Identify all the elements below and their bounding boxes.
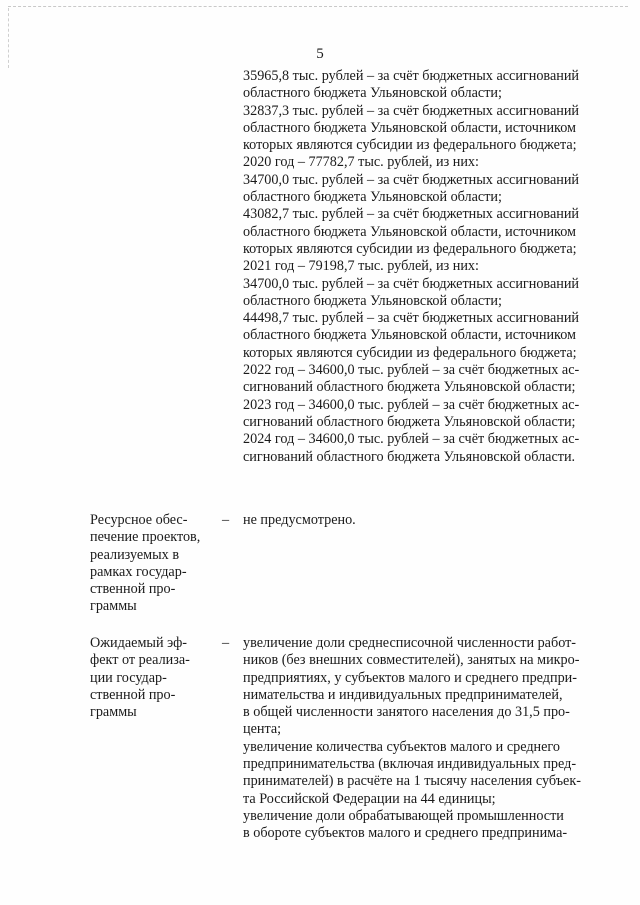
page-number: 5 xyxy=(316,46,324,62)
text-line: областного бюджета Ульяновской области; xyxy=(243,189,502,206)
label-line: реализуемых в xyxy=(90,546,180,563)
label-line: ственной про- xyxy=(90,581,176,598)
effect-section-label xyxy=(90,635,220,721)
text-line: 43082,7 тыс. рублей – за счёт бюджетных ассигнований xyxy=(243,206,580,223)
text-line: 2023 год – 34600,0 тыс. рублей – за счёт бюджетных ас- xyxy=(243,396,580,413)
value-line: в общей численности занятого населения до 31,5 про- xyxy=(243,704,570,721)
label-line: ственной про- xyxy=(90,686,176,703)
resource-section-value xyxy=(243,512,610,529)
text-line: которых являются субсидии из федерального бюджета; xyxy=(243,137,577,154)
effect-section-value xyxy=(243,635,610,843)
text-line: 35965,8 тыс. рублей – за счёт бюджетных ассигнований xyxy=(243,68,580,84)
text-line: 2020 год – 77782,7 тыс. рублей, из них: xyxy=(243,154,479,171)
effect-section-dash: – xyxy=(222,635,230,651)
label-line: граммы xyxy=(90,704,137,721)
value-line: предприятиях, у субъектов малого и среднего предпри- xyxy=(243,669,577,686)
text-line: областного бюджета Ульяновской области; xyxy=(243,85,502,102)
text-line: 2024 год – 34600,0 тыс. рублей – за счёт бюджетных ас- xyxy=(243,431,580,448)
text-line: 2021 год – 79198,7 тыс. рублей, из них: xyxy=(243,258,479,275)
text-line: сигнований областного бюджета Ульяновской области; xyxy=(243,413,576,430)
label-line: печение проектов, xyxy=(90,529,201,546)
value-line: ников (без внешних совместителей), занятых на микро- xyxy=(243,652,580,669)
text-line: 34700,0 тыс. рублей – за счёт бюджетных ассигнований xyxy=(243,275,580,292)
label-line: Ожидаемый эф- xyxy=(90,635,188,651)
resource-section-dash: – xyxy=(222,512,230,528)
resource-section-label xyxy=(90,512,220,616)
label-line: граммы xyxy=(90,598,137,615)
value-line: цента; xyxy=(243,721,282,738)
value-line: принимателей) в расчёте на 1 тысячу населения субъек- xyxy=(243,773,581,790)
value-line: увеличение доли среднесписочной численности работ- xyxy=(243,635,577,651)
value-line: та Российской Федерации на 44 единицы; xyxy=(243,790,496,807)
label-line: фект от реализа- xyxy=(90,652,190,669)
label-line: ции государ- xyxy=(90,669,167,686)
text-line: областного бюджета Ульяновской области, источником xyxy=(243,327,577,344)
label-line: рамках государ- xyxy=(90,563,187,580)
text-line: областного бюджета Ульяновской области, источником xyxy=(243,223,577,240)
value-line: увеличение количества субъектов малого и среднего xyxy=(243,738,560,755)
funding-continuation-text xyxy=(243,68,613,466)
scan-border-top xyxy=(8,6,628,9)
text-line: 44498,7 тыс. рублей – за счёт бюджетных ассигнований xyxy=(243,310,580,327)
text-line: сигнований областного бюджета Ульяновской области; xyxy=(243,379,576,396)
text-line: которых являются субсидии из федерального бюджета; xyxy=(243,344,577,361)
value-line: нимательства и индивидуальных предпринимателей, xyxy=(243,686,563,703)
value-line: предпринимательства (включая индивидуальных пред- xyxy=(243,756,577,773)
text-line: которых являются субсидии из федерального бюджета; xyxy=(243,240,577,257)
value-line: в обороте субъектов малого и среднего предпринима- xyxy=(243,825,568,842)
value-line: не предусмотрено. xyxy=(243,512,356,528)
text-line: сигнований областного бюджета Ульяновской области. xyxy=(243,448,576,465)
text-line: 32837,3 тыс. рублей – за счёт бюджетных ассигнований xyxy=(243,102,580,119)
text-line: областного бюджета Ульяновской области, источником xyxy=(243,119,577,136)
text-line: 34700,0 тыс. рублей – за счёт бюджетных ассигнований xyxy=(243,171,580,188)
value-line: увеличение доли обрабатывающей промышленности xyxy=(243,807,564,824)
text-line: областного бюджета Ульяновской области; xyxy=(243,292,502,309)
text-line: 2022 год – 34600,0 тыс. рублей – за счёт бюджетных ас- xyxy=(243,362,580,379)
label-line: Ресурсное обес- xyxy=(90,512,188,528)
